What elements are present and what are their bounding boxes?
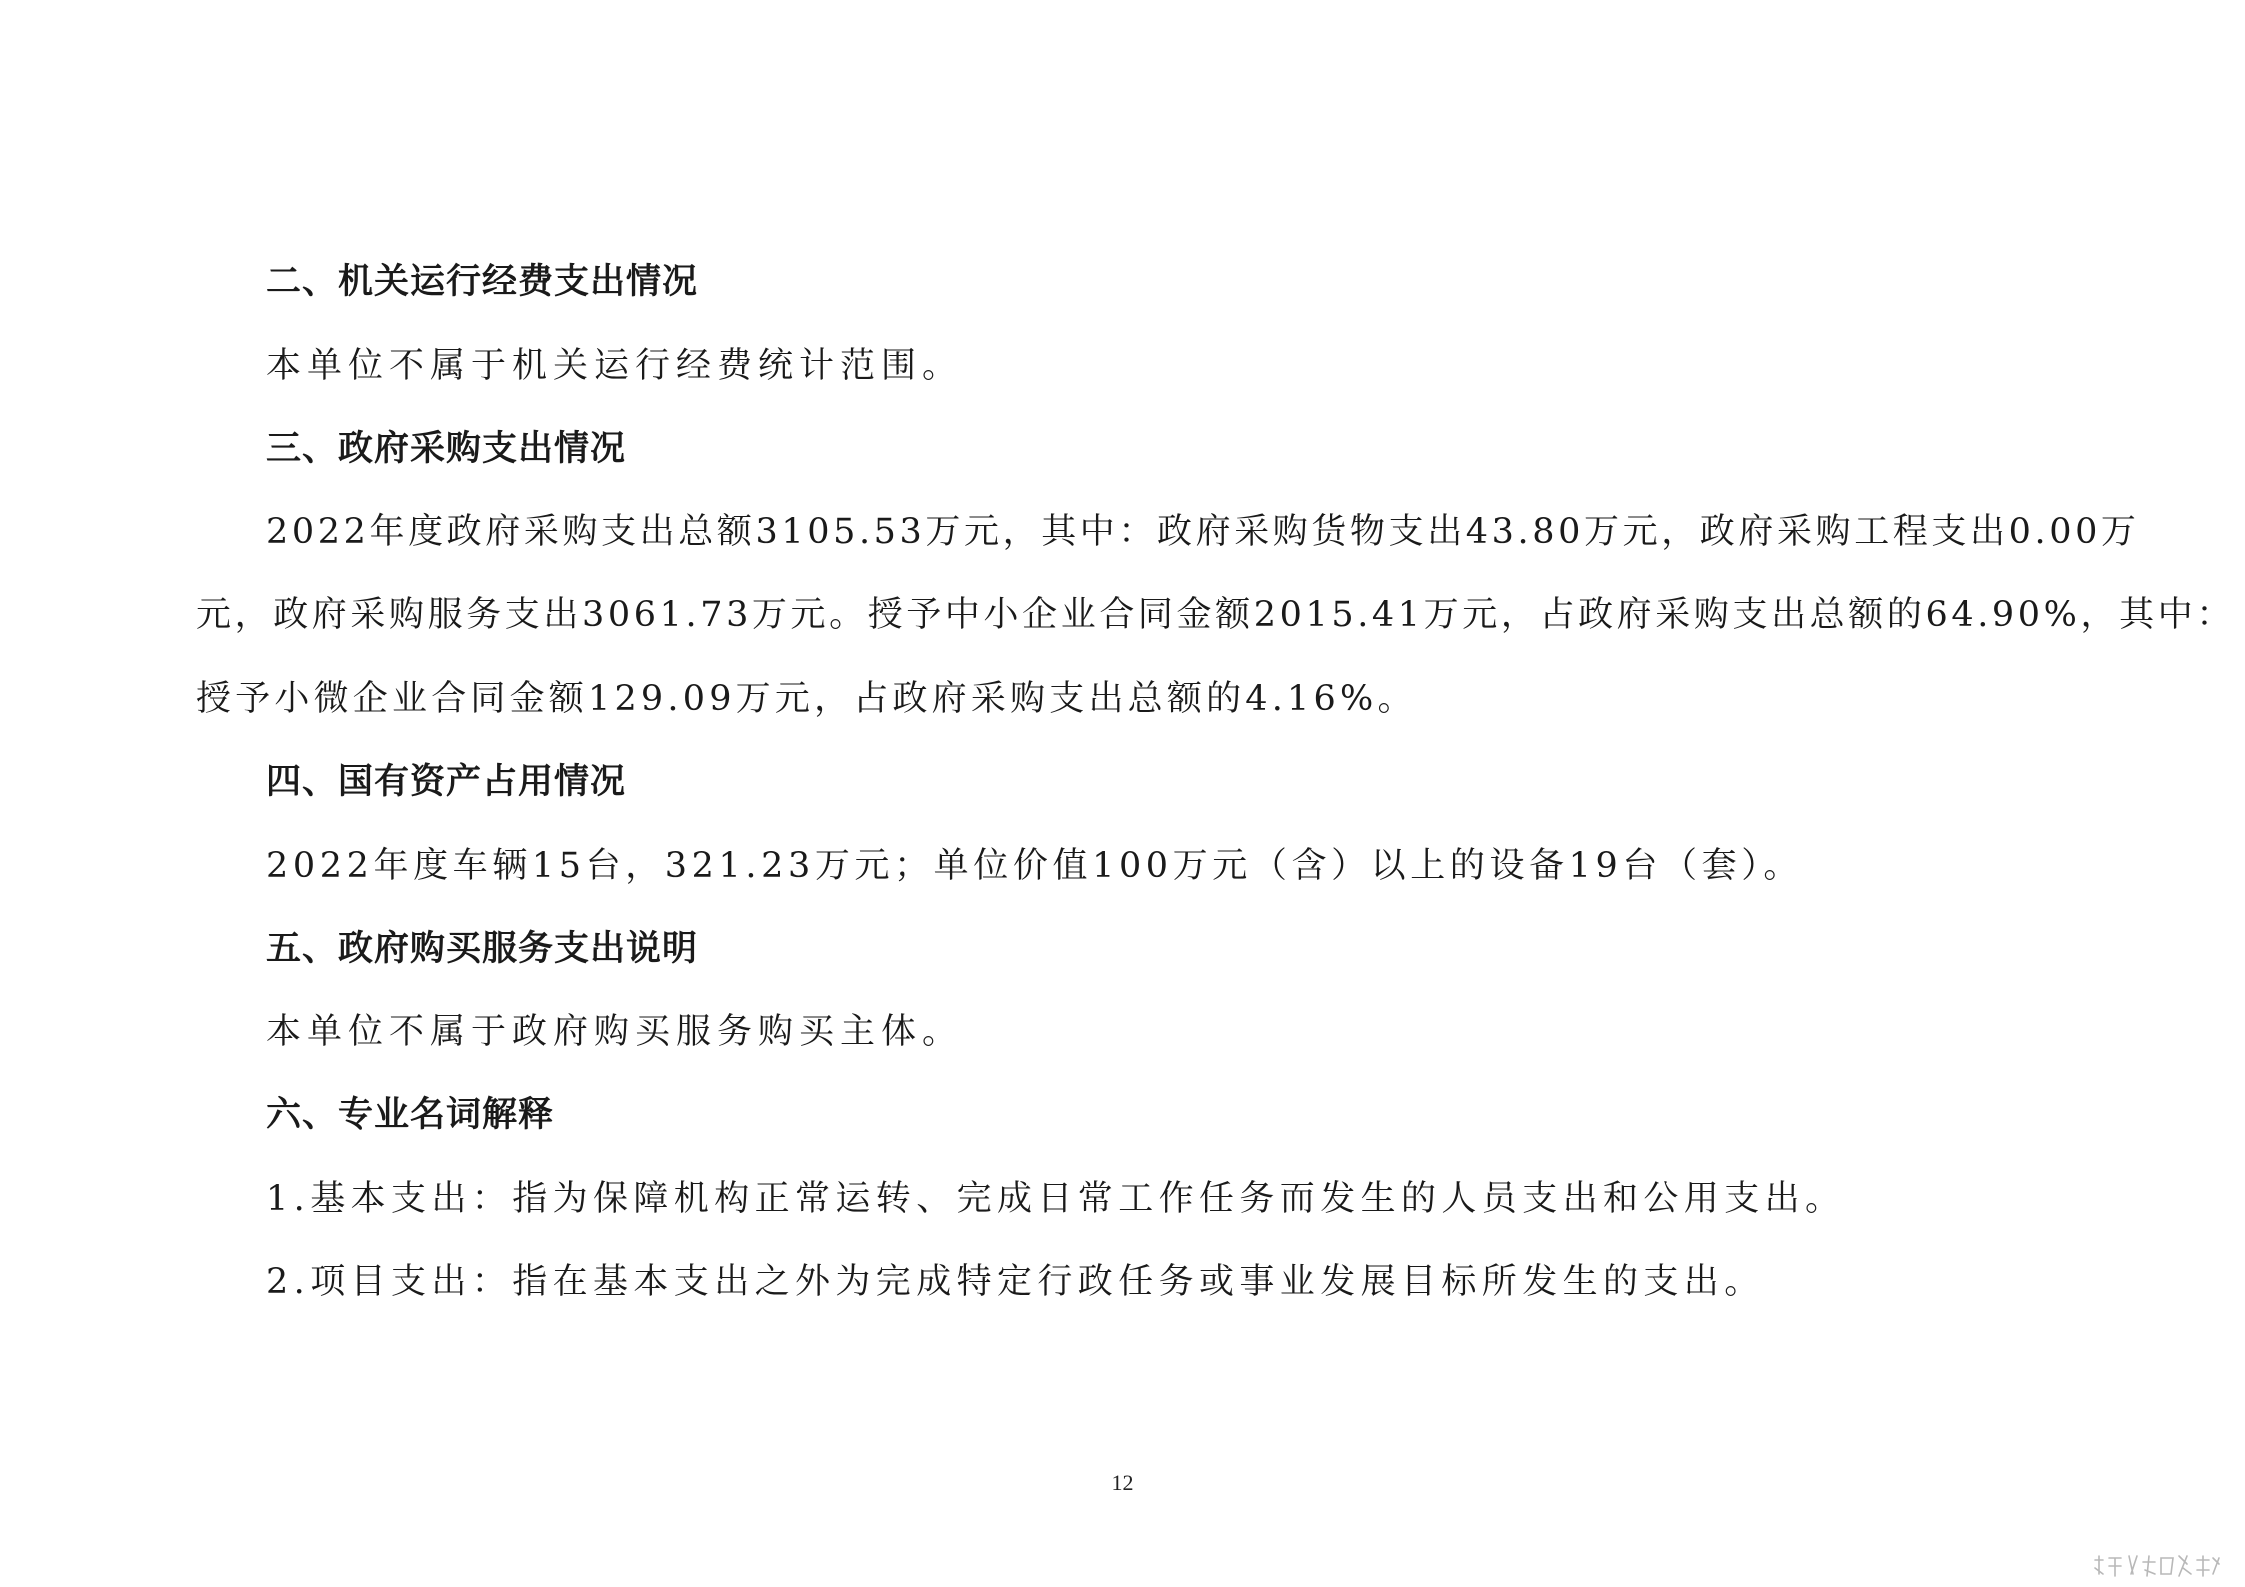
- heading-state-assets: 四、国有资产占用情况: [266, 762, 627, 802]
- page-number: 12: [1111, 1470, 1134, 1495]
- glossary-item-project-expenditure: 2.项目支出：指在基本支出之外为完成特定行政任务或事业发展目标所发生的支出。: [266, 1262, 1765, 1302]
- heading-purchased-services: 五、政府购买服务支出说明: [266, 929, 699, 969]
- heading-operating-expenses: 二、机关运行经费支出情况: [266, 262, 699, 302]
- heading-glossary: 六、专业名词解释: [266, 1095, 555, 1135]
- paragraph-operating-expenses: 本单位不属于机关运行经费统计范围。: [266, 346, 964, 386]
- paragraph-procurement-line-1: 2022年度政府采购支出总额3105.53万元，其中：政府采购货物支出43.80万元，政府采购工程支出0.00万: [266, 512, 2140, 552]
- heading-procurement: 三、政府采购支出情况: [266, 429, 627, 469]
- paragraph-state-assets: 2022年度车辆15台，321.23万元；单位价值100万元（含）以上的设备19台（套）。: [266, 846, 1803, 886]
- seal-watermark-icon: [2091, 1550, 2221, 1580]
- paragraph-procurement-line-3: 授予小微企业合同金额129.09万元，占政府采购支出总额的4.16%。: [196, 679, 1417, 719]
- glossary-item-basic-expenditure: 1.基本支出：指为保障机构正常运转、完成日常工作任务而发生的人员支出和公用支出。: [266, 1179, 1846, 1219]
- paragraph-purchased-services: 本单位不属于政府购买服务购买主体。: [266, 1012, 964, 1052]
- paragraph-procurement-line-2: 元，政府采购服务支出3061.73万元。授予中小企业合同金额2015.41万元，占政府采购支出总额的64.90%，其中：: [196, 595, 2235, 635]
